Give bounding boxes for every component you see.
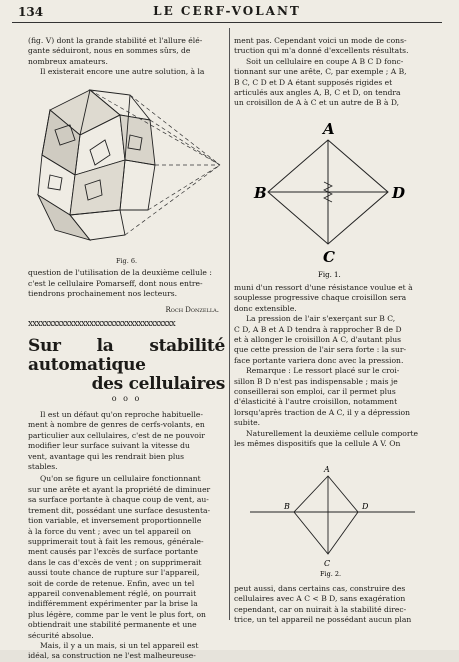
right-column-middle <box>234 283 432 450</box>
text-line: truction qui m'a donné d'excellents résultats. <box>234 46 409 56</box>
text-line: vent, avantage qui les rendrait bien plus <box>28 451 185 461</box>
page-number: 134 <box>18 5 44 19</box>
title-ornament: o o o <box>111 394 142 404</box>
text-line: cependant, car on nuirait à la stabilité direc- <box>234 604 407 614</box>
ornamental-rule: xxxxxxxxxxxxxxxxxxxxxxxxxxxxxxxxxxxx <box>28 319 175 330</box>
text-line: C D, A B et A D tendra à rapprocher B de D <box>234 324 402 334</box>
right-column-top <box>234 36 432 109</box>
text-line: gante séduiront, nous en sommes sûrs, de <box>28 46 191 56</box>
article-paragraph-1 <box>28 410 225 472</box>
text-line: indifféremment expérimenter par la brise la <box>28 599 198 609</box>
fig1-label-c: C <box>323 248 335 266</box>
text-line: stables. <box>28 462 58 472</box>
text-line: sécurité absolue. <box>28 630 94 640</box>
fig2-label-b: B <box>284 502 290 511</box>
text-line: muni d'un ressort d'une résistance voulue et à <box>234 283 413 292</box>
figure-1-diagram <box>250 120 420 280</box>
text-line: ment à nombre de genres de cerfs-volants, en <box>28 420 205 430</box>
text-line: nombreux amateurs. <box>28 56 108 66</box>
text-line: tion variable, et inversement proportionnelle <box>28 516 202 526</box>
text-line: La pression de l'air s'exerçant sur B C, <box>246 314 396 324</box>
text-line: sillon B D n'est pas indispensable ; mais je <box>234 376 398 386</box>
figure-2-diagram <box>250 462 420 580</box>
text-line: tiendrons prochainement nos lecteurs. <box>28 289 178 299</box>
text-line: trice, un tel appareil ne possédant aucun plan <box>234 615 412 625</box>
text-line: cellulaires avec A C < B D, sans exagération <box>234 594 406 604</box>
text-line: Remarque : Le ressort placé sur le croi- <box>246 366 400 376</box>
column-divider <box>229 28 230 620</box>
text-line: Qu'on se figure un cellulaire fonctionnant <box>40 474 201 484</box>
text-line: plus légère, comme par le vent le plus fort, on <box>28 609 206 619</box>
text-line: Naturellement la deuxième cellule comporte <box>246 428 419 438</box>
text-line: un croisillon de A à C et un autre de B à D, <box>234 98 400 108</box>
figure-2-caption: Fig. 2. <box>320 570 342 578</box>
fig2-label-d: D <box>362 502 369 511</box>
figure-6-cellular-kite <box>30 80 225 260</box>
page-header <box>12 4 442 23</box>
text-line: ment pas. Cependant voici un mode de cons- <box>234 36 407 45</box>
article-paragraph-2 <box>28 474 225 661</box>
left-column-after-fig <box>28 256 225 662</box>
text-line: idéal, sa construction ne l'est malheureuse- <box>28 651 196 661</box>
text-line: (fig. V) dont la grande stabilité et l'allure élé- <box>28 36 203 45</box>
text-line: les mêmes dispositifs que la cellule A V. On <box>234 439 401 449</box>
text-line: obtiendrait une stabilité permanente et une <box>28 620 197 630</box>
author-signature: Roch Donzella. <box>165 305 219 314</box>
text-line: à la force du vent ; avec un tel appareil on <box>28 526 191 536</box>
text-line: B C, C D et D A étant supposés rigides et <box>234 77 393 87</box>
right-column-bottom <box>234 584 432 626</box>
running-head: LE CERF-VOLANT <box>153 4 301 18</box>
text-line: et à allonger le croisillon A C, d'autant plus <box>234 335 402 345</box>
text-line: articulés aux angles A, B, C et D, on tendra <box>234 88 401 98</box>
figure-6-caption: Fig. 6. <box>115 257 138 265</box>
text-line: modifier leur surface suivant la vitesse du <box>28 441 190 451</box>
text-line: Soit un cellulaire en coupe A B C D fonc- <box>246 56 404 66</box>
left-column <box>28 36 225 78</box>
text-line: appareil convenablement réglé, on pourrait <box>28 588 197 598</box>
fig2-label-c: C <box>324 559 331 568</box>
text-line: dans le cas d'excès de vent ; on supprimerait <box>28 557 202 567</box>
text-line: supprimerait tout à fait les remous, générale- <box>28 536 204 546</box>
fig1-label-b: B <box>254 184 267 202</box>
text-line: donc extensible. <box>234 303 297 313</box>
text-line: Il existerait encore une autre solution, à la <box>40 67 205 77</box>
text-line: lorsqu'après traction de A C, il y a dépression <box>234 407 410 417</box>
fig2-label-a: A <box>324 465 330 474</box>
text-line: aussi toute chance de rupture sur l'appareil, <box>28 568 200 578</box>
article-title-line1: Sur la stabilité automatique <box>28 336 225 376</box>
text-line: face portante variera donc avec la pression. <box>234 355 404 365</box>
text-line: tionnant sur une arête, C, par exemple ; A B, <box>234 67 407 77</box>
text-line: particulier aux cellulaires, c'est de ne pouvoir <box>28 430 205 440</box>
text-line: trement dit, possédant une surface desustenta- <box>28 505 211 515</box>
text-line: conseillerai son emploi, car il permet plus <box>234 387 396 397</box>
text-line: Il est un défaut qu'on reproche habituelle- <box>40 410 203 420</box>
text-line: subite. <box>234 418 261 428</box>
text-line: d'élasticité à l'autre croisillon, notamment <box>234 397 398 407</box>
article-title-line2: des cellulaires <box>91 374 225 395</box>
text-line: sa surface portante à chaque coup de vent, au- <box>28 495 209 505</box>
text-line: Mais, il y a un mais, si un tel appareil est <box>40 640 199 650</box>
figure-1-caption: Fig. 1. <box>318 271 341 279</box>
text-line: ment causés par l'excès de surface portante <box>28 547 198 557</box>
text-line: c'est le cellulaire Pomarseff, dont nous entre- <box>28 278 203 288</box>
fig1-label-a: A <box>323 120 335 138</box>
text-line: que cette pression de l'air sera forte : la sur- <box>234 345 407 355</box>
text-line: sur une arête et ayant la propriété de diminuer <box>28 484 211 494</box>
text-line: souplesse progressive chaque croisillon sera <box>234 293 407 303</box>
fig1-label-d: D <box>392 184 406 202</box>
text-line: question de l'utilisation de la deuxième cellule : <box>28 268 212 278</box>
text-line: peut aussi, dans certains cas, construire des <box>234 584 406 593</box>
text-line: soit de corde de retenue. Enfin, avec un tel <box>28 578 195 588</box>
